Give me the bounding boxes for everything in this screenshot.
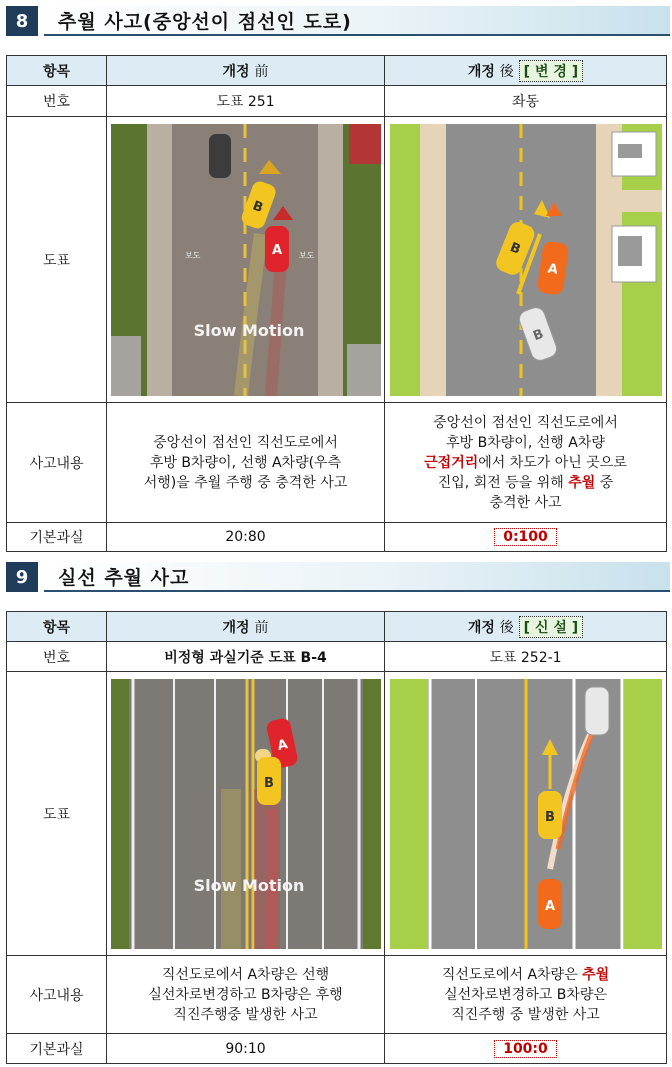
header-before: 개정 前 — [107, 612, 385, 642]
diagram-row — [7, 117, 667, 403]
car-b-label: B — [264, 775, 274, 791]
change-tag: [ 변 경 ] — [519, 60, 583, 82]
accident-diagram-before — [111, 124, 381, 396]
fault-ratio-new: 0:100 — [494, 528, 557, 546]
comparison-table-8 — [6, 55, 667, 552]
header-after: 개정 後 [ 신 설 ] — [385, 612, 667, 642]
diagram-after — [385, 117, 667, 403]
row-label: 도표 — [7, 117, 107, 403]
section-number: 9 — [6, 562, 38, 592]
content-after: 직선도로에서 A차량은 추월 실선차로변경하고 B차량은 직진주행 중 발생한 사고 — [385, 956, 667, 1034]
car-a-label: A — [544, 898, 555, 914]
content-before: 중앙선이 점선인 직선도로에서 후방 B차량이, 선행 A차량(우측 서행)을 추월 주행 중 충격한 사고 — [107, 403, 385, 523]
diagram-before — [107, 117, 385, 403]
accident-diagram-before — [111, 679, 381, 949]
diagram-row — [7, 672, 667, 956]
content-before: 직선도로에서 A차량은 선행 실선차로변경하고 B차량은 후행 직진주행중 발생한 사고 — [107, 956, 385, 1034]
row-label: 사고내용 — [7, 956, 107, 1034]
car-a-label: A — [276, 736, 290, 754]
fault-row — [7, 523, 667, 552]
row-label: 기본과실 — [7, 1034, 107, 1064]
header-row — [7, 56, 667, 86]
header-before: 개정 前 — [107, 56, 385, 86]
content-row — [7, 956, 667, 1034]
slow-motion-label: Slow Motion — [193, 320, 305, 340]
header-after: 개정 後 [ 변 경 ] — [385, 56, 667, 86]
number-row — [7, 642, 667, 672]
number-after: 좌동 — [385, 86, 667, 117]
row-label: 사고내용 — [7, 403, 107, 523]
fault-row — [7, 1034, 667, 1064]
car-a-label: A — [546, 260, 559, 278]
section-9-header — [0, 559, 672, 593]
diagram-before — [107, 672, 385, 956]
row-label: 번호 — [7, 642, 107, 672]
slow-motion-label: Slow Motion — [193, 875, 305, 895]
highlight-text: 근접거리 — [424, 454, 479, 471]
row-label: 기본과실 — [7, 523, 107, 552]
number-before: 도표 251 — [107, 86, 385, 117]
header-item: 항목 — [7, 56, 107, 86]
car-b-label: B — [507, 239, 523, 258]
number-row — [7, 86, 667, 117]
section-title: 추월 사고(중앙선이 점선인 도로) — [44, 6, 670, 36]
fault-ratio-new: 100:0 — [494, 1040, 557, 1058]
section-number: 8 — [6, 6, 38, 36]
car-b-ghost-label: B — [530, 326, 546, 344]
sidewalk-label: 보도 — [185, 250, 201, 260]
fault-after — [385, 523, 667, 552]
content-row — [7, 403, 667, 523]
fault-after — [385, 1034, 667, 1064]
accident-diagram-after — [390, 124, 662, 396]
content-after: 중앙선이 점선인 직선도로에서 후방 B차량이, 선행 A차량 근접거리에서 차도가 아닌 곳으로 진입, 회전 등을 위해 추월 중 충격한 사고 — [385, 403, 667, 523]
fault-before: 90:10 — [107, 1034, 385, 1064]
header-item: 항목 — [7, 612, 107, 642]
header-row — [7, 612, 667, 642]
fault-before: 20:80 — [107, 523, 385, 552]
row-label: 번호 — [7, 86, 107, 117]
section-title: 실선 추월 사고 — [44, 562, 670, 592]
section-8-header — [0, 3, 672, 37]
sidewalk-label: 보도 — [299, 250, 315, 260]
number-after: 도표 252-1 — [385, 642, 667, 672]
diagram-after — [385, 672, 667, 956]
car-b-label: B — [544, 809, 555, 825]
number-before: 비정형 과실기준 도표 B-4 — [107, 642, 385, 672]
car-b-label: B — [250, 198, 266, 216]
accident-diagram-after — [390, 679, 662, 949]
new-tag: [ 신 설 ] — [519, 616, 583, 638]
highlight-text: 추월 — [582, 966, 610, 983]
car-a-label: A — [271, 242, 283, 258]
comparison-table-9 — [6, 611, 667, 1064]
highlight-text: 추월 — [568, 474, 596, 491]
row-label: 도표 — [7, 672, 107, 956]
